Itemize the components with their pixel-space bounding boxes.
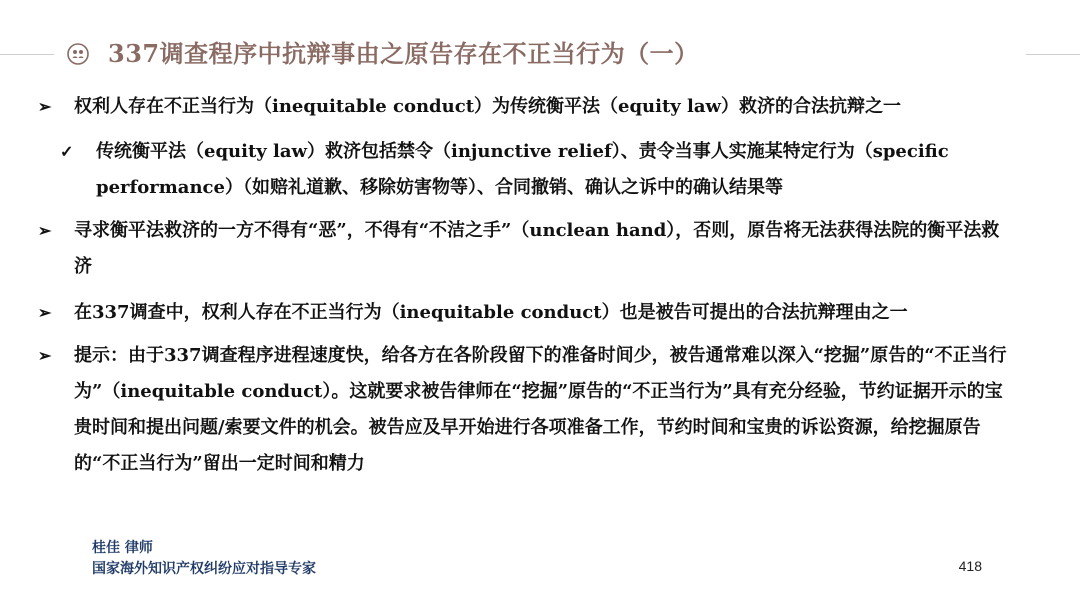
sub-bullet-item bbox=[38, 134, 1008, 206]
bullet-text: 寻求衡平法救济的一方不得有“恶”，不得有“不洁之手”（unclean hand），否则，原告将无法获得法院的衡平法救济 bbox=[74, 220, 1000, 277]
arrow-bullet-icon: ➢ bbox=[38, 346, 52, 365]
footer-author-name: 桂佳 律师 bbox=[92, 540, 153, 556]
sub-bullet-text: 传统衡平法（equity law）救济包括禁令（injunctive relief）、责令当事人实施某特定行为（specific performance）（如赔礼道歉、移除妨害物等）、合同撤销、确认之诉中的确认结果等 bbox=[96, 141, 949, 198]
bullet-text: 提示：由于337调查程序进程速度快，给各方在各阶段留下的准备时间少，被告通常难以深入“挖掘”原告的“不正当行为”（inequitable conduct）。这就要求被告律师在“挖掘”原告的“不正当行为”具有充分经验，节约证据开示的宝贵时间和提出问题/索要文件的机会。被告应及早开始进行各项准备工作，节约时间和宝贵的诉讼资源，给挖掘原告的“不正当行为”留出一定时间和精力 bbox=[74, 345, 1007, 474]
arrow-bullet-icon: ➢ bbox=[38, 303, 52, 322]
bullet-text: 在337调查中，权利人存在不正当行为（inequitable conduct）也是被告可提出的合法抗辩理由之一 bbox=[74, 302, 908, 323]
page-number: 418 bbox=[958, 558, 982, 574]
footer-author-block bbox=[92, 538, 316, 580]
slide-title: 337调查程序中抗辩事由之原告存在不正当行为（一） bbox=[108, 39, 699, 68]
bullet-item bbox=[38, 89, 1008, 125]
check-bullet-icon: ✓ bbox=[60, 142, 74, 161]
footer-author-role: 国家海外知识产权纠纷应对指导专家 bbox=[92, 561, 316, 577]
bullet-text: 权利人存在不正当行为（inequitable conduct）为传统衡平法（equity law）救济的合法抗辩之一 bbox=[74, 96, 902, 117]
arrow-bullet-icon: ➢ bbox=[38, 221, 52, 240]
bullet-item bbox=[38, 338, 1008, 482]
bullet-item bbox=[38, 213, 1008, 285]
bullet-item bbox=[38, 295, 1008, 331]
arrow-bullet-icon: ➢ bbox=[38, 97, 52, 116]
